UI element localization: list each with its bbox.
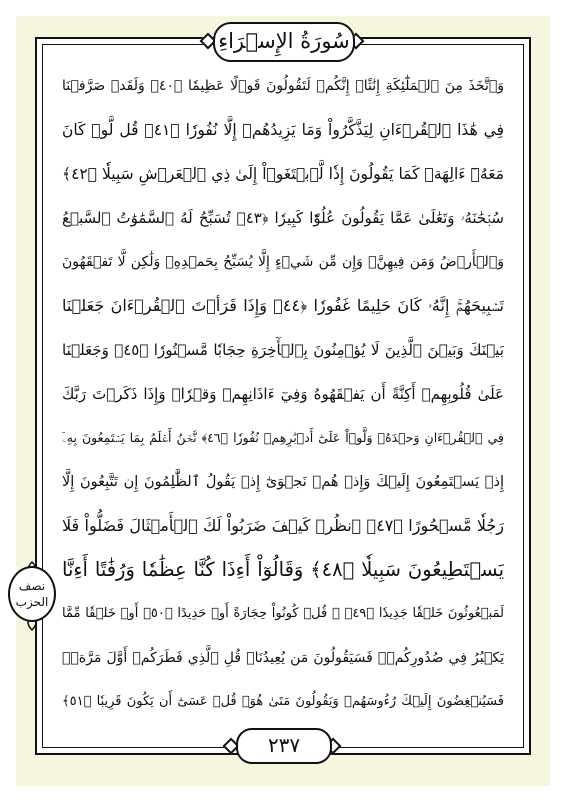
quran-text-block [62, 66, 504, 726]
surah-title: سُورَةُ الإِسۡرَاءِ [213, 22, 355, 62]
page-number: ٢٣٧ [236, 728, 332, 764]
hizb-marker [2, 560, 62, 632]
hizb-label-top: نصف [18, 579, 46, 593]
text-line: فِي ٱلۡقُرۡءَانِ وَحۡدَهُۥ وَلَّوۡاْ عَلَىٰٓ أَدۡبَٰرِهِمۡ نُفُورٗا ﴿٤٦﴾ نَّحۡنُ أَعۡلَمُ بِمَا يَسۡتَمِعُونَ بِهِۦٓ [62, 430, 504, 445]
text-line: تَسۡبِيحَهُمۡۚ إِنَّهُۥ كَانَ حَلِيمًا غَفُورٗا ﴿٤٤﴾ وَإِذَا قَرَأۡتَ ٱلۡقُرۡءَانَ جَعَلۡنَا [62, 296, 504, 315]
text-line: مَعَهُۥٓ ءَالِهَةٞ كَمَا يَقُولُونَ إِذٗا لَّٱبۡتَغَوۡاْ إِلَىٰ ذِي ٱلۡعَرۡشِ سَبِيلٗا ﴿٤٢﴾ [62, 165, 504, 183]
text-line: لَمَبۡعُوثُونَ خَلۡقٗا جَدِيدٗا ﴿٤٩﴾ ۞ قُلۡ كُونُواْ حِجَارَةً أَوۡ حَدِيدًا ﴿٥٠﴾ أَوۡ خَلۡقٗا مِّمَّا [62, 606, 504, 621]
text-line: بَيۡنَكَ وَبَيۡنَ ٱلَّذِينَ لَا يُؤۡمِنُونَ بِٱلۡأٓخِرَةِ حِجَابٗا مَّسۡتُورٗا ﴿٤٥﴾ وَجَعَلۡنَا [62, 341, 504, 359]
text-line: يَكۡبُرُ فِي صُدُورِكُمۡۚ فَسَيَقُولُونَ مَن يُعِيدُنَاۖ قُلِ ٱلَّذِي فَطَرَكُمۡ أَوَّلَ مَرَّةٖۚ [62, 650, 504, 666]
hizb-label-bottom: الحزب [15, 595, 49, 609]
text-line: فَسَيُنۡغِضُونَ إِلَيۡكَ رُءُوسَهُمۡ وَيَقُولُونَ مَتَىٰ هُوَۖ قُلۡ عَسَىٰٓ أَن يَكُونَ قَرِيبٗا ﴿٥١﴾ [62, 694, 504, 709]
text-line: وَٱلۡأَرۡضُ وَمَن فِيهِنَّۚ وَإِن مِّن شَيۡءٍ إِلَّا يُسَبِّحُ بِحَمۡدِهِۦ وَلَٰكِن لَّا تَفۡقَهُونَ [62, 254, 504, 270]
text-line: رَجُلٗا مَّسۡحُورًا ﴿٤٧﴾ ٱنظُرۡ كَيۡفَ ضَرَبُواْ لَكَ ٱلۡأَمۡثَالَ فَضَلُّواْ فَلَا [62, 516, 504, 535]
text-line: فِي هَٰذَا ٱلۡقُرۡءَانِ لِيَذَّكَّرُواْ وَمَا يَزِيدُهُمۡ إِلَّا نُفُورٗا ﴿٤١﴾ قُل لَّوۡ كَانَ [62, 121, 504, 139]
text-line: يَسۡتَطِيعُونَ سَبِيلٗا ﴿٤٨﴾ وَقَالُوٓاْ أَءِذَا كُنَّا عِظَٰمٗا وَرُفَٰتًا أَءِنَّا [62, 558, 504, 581]
text-line: عَلَىٰ قُلُوبِهِمۡ أَكِنَّةً أَن يَفۡقَهُوهُ وَفِيٓ ءَاذَانِهِمۡ وَقۡرٗاۚ وَإِذَا ذَكَرۡتَ رَبَّكَ [62, 385, 504, 403]
text-line: إِذۡ يَسۡتَمِعُونَ إِلَيۡكَ وَإِذۡ هُمۡ نَجۡوَىٰٓ إِذۡ يَقُولُ ٱلظَّٰلِمُونَ إِن تَتَّبِعُونَ إِلَّا [62, 474, 504, 490]
text-line: سُبۡحَٰنَهُۥ وَتَعَٰلَىٰ عَمَّا يَقُولُونَ عُلُوّٗا كَبِيرٗا ﴿٤٣﴾ تُسَبِّحُ لَهُ ٱلسَّمَٰوَٰتُ ٱلسَّبۡعُ [62, 209, 504, 227]
text-line: وَٱتَّخَذَ مِنَ ٱلۡمَلَٰٓئِكَةِ إِنَٰثًاۚ إِنَّكُمۡ لَتَقُولُونَ قَوۡلًا عَظِيمٗا ﴿٤٠﴾ وَلَقَدۡ صَرَّفۡنَا [62, 78, 504, 94]
